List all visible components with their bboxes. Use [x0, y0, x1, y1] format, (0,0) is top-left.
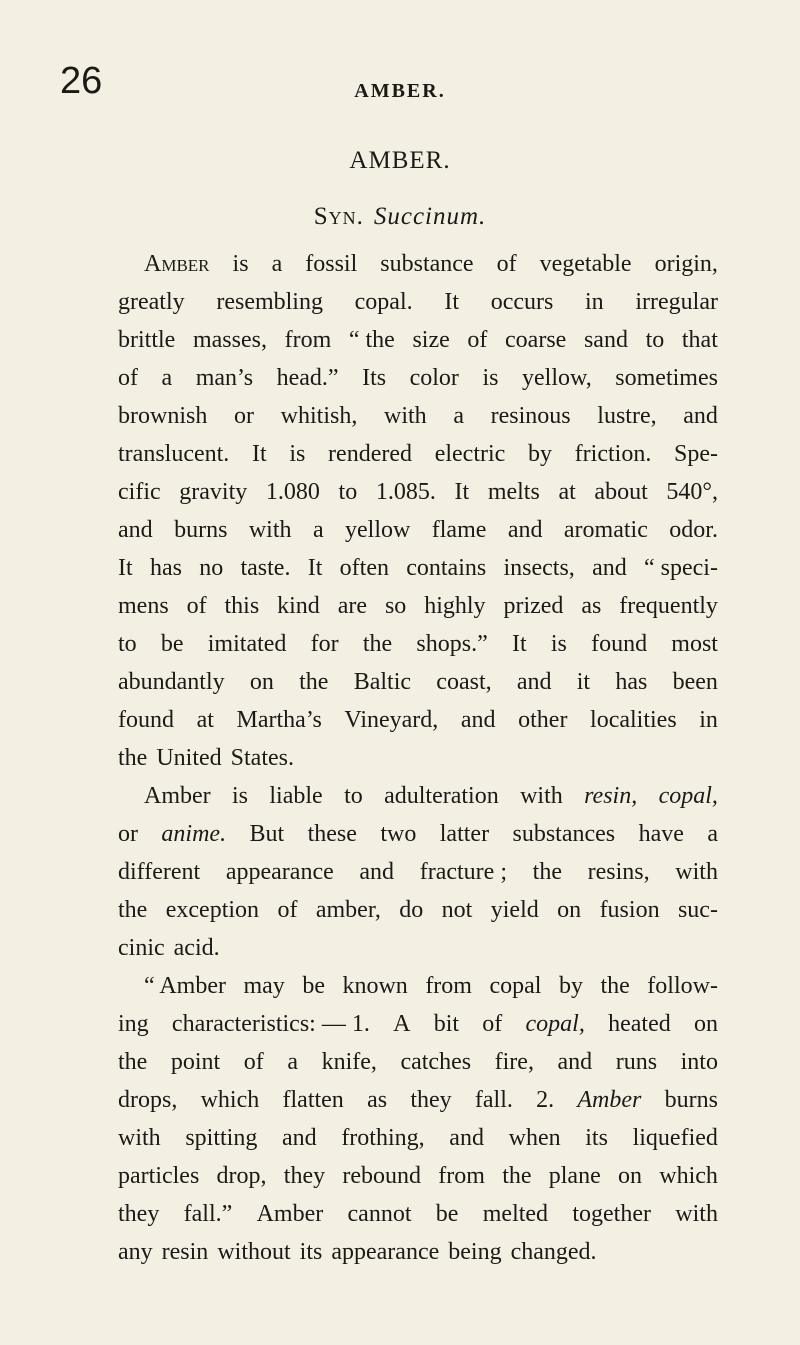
word: with: [384, 403, 427, 429]
word: Amber: [144, 783, 211, 809]
word: with: [675, 859, 718, 885]
word: aromatic: [563, 517, 648, 543]
word: on: [693, 1011, 718, 1037]
page-number: 26: [60, 60, 103, 102]
word: acid.: [173, 935, 220, 961]
running-head: AMBER.: [354, 80, 446, 102]
word: 1.080: [265, 479, 320, 505]
word: known: [342, 973, 408, 999]
word: and: [516, 669, 552, 695]
text-line: [118, 435, 718, 473]
word: on: [557, 897, 582, 923]
word: occurs: [490, 289, 554, 315]
word: runs: [615, 1049, 658, 1075]
text-line: [118, 1081, 718, 1119]
word: to: [344, 783, 363, 809]
word: ing: [118, 1011, 149, 1037]
word: the: [118, 897, 148, 923]
word: is: [482, 365, 499, 391]
word: be: [302, 973, 325, 999]
word: man’s: [195, 365, 254, 391]
word: A: [393, 1011, 411, 1037]
word: Amber: [577, 1087, 642, 1113]
word: shops.”: [416, 631, 488, 657]
word: from: [438, 1163, 485, 1189]
text-line: [118, 663, 718, 701]
word: rebound: [342, 1163, 422, 1189]
word: its: [299, 1239, 323, 1265]
word: been: [672, 669, 718, 695]
word: has: [615, 669, 648, 695]
word: and: [359, 859, 395, 885]
word: bit: [433, 1011, 460, 1037]
word: of: [467, 327, 488, 353]
word: 1.085.: [375, 479, 436, 505]
word: greatly: [118, 289, 185, 315]
word: prized: [503, 593, 564, 619]
word: and: [460, 707, 496, 733]
word: Baltic: [353, 669, 412, 695]
word: with: [118, 1125, 161, 1151]
text-line: [118, 1157, 718, 1195]
word: Its: [362, 365, 387, 391]
word: often: [339, 555, 389, 581]
word: electric: [434, 441, 506, 467]
word: imitated: [207, 631, 287, 657]
article-title: AMBER.: [349, 147, 451, 174]
word: of: [118, 365, 138, 391]
word: It: [251, 441, 267, 467]
word: do: [399, 897, 424, 923]
word: any: [118, 1239, 153, 1265]
word: on: [249, 669, 274, 695]
word: may: [243, 973, 285, 999]
word: catches: [400, 1049, 472, 1075]
word: insects,: [503, 555, 575, 581]
word: for: [310, 631, 339, 657]
word: fall.: [474, 1087, 513, 1113]
word: fracture ;: [419, 859, 507, 885]
word: in: [699, 707, 718, 733]
word: spitting: [185, 1125, 258, 1151]
word: of: [482, 1011, 503, 1037]
text-line: [118, 815, 718, 853]
word: copal: [489, 973, 542, 999]
text-line: [118, 1119, 718, 1157]
word: origin,: [654, 251, 718, 277]
word: coarse: [505, 327, 567, 353]
word: changed.: [510, 1239, 597, 1265]
word: copal.: [354, 289, 413, 315]
word: in: [585, 289, 604, 315]
word: fall.”: [183, 1201, 233, 1227]
word: these: [307, 821, 357, 847]
word: friction.: [574, 441, 652, 467]
word: resembling: [216, 289, 323, 315]
word: found: [118, 707, 174, 733]
word: vegetable: [539, 251, 632, 277]
text-line: [118, 625, 718, 663]
text-line: [118, 853, 718, 891]
word: latter: [439, 821, 490, 847]
word: is: [232, 783, 249, 809]
word: point: [170, 1049, 221, 1075]
word: be: [160, 631, 184, 657]
word: of: [277, 897, 298, 923]
word: is: [232, 251, 249, 277]
word: irregular: [635, 289, 718, 315]
word: adulteration: [384, 783, 499, 809]
word: States.: [230, 745, 294, 771]
word: exception: [165, 897, 260, 923]
word: that: [681, 327, 718, 353]
word: mens: [118, 593, 169, 619]
word: two: [380, 821, 417, 847]
word: characteristics: — 1.: [171, 1011, 370, 1037]
word: without: [217, 1239, 291, 1265]
word: to: [118, 631, 137, 657]
word: as: [367, 1087, 388, 1113]
word: is: [550, 631, 567, 657]
word: “ the: [348, 327, 395, 353]
word: 2.: [536, 1087, 555, 1113]
word: from: [284, 327, 332, 353]
word: cinic: [118, 935, 165, 961]
word: fusion: [599, 897, 660, 923]
word: suc-: [677, 897, 718, 923]
word: by: [527, 441, 552, 467]
word: melted: [482, 1201, 549, 1227]
word: amber,: [315, 897, 381, 923]
word: follow-: [647, 973, 718, 999]
word: a: [161, 365, 173, 391]
word: is: [289, 441, 306, 467]
word: which: [659, 1163, 718, 1189]
word: by: [558, 973, 583, 999]
word: abundantly: [118, 669, 225, 695]
word: particles: [118, 1163, 200, 1189]
text-line: [118, 891, 718, 929]
word: cific: [118, 479, 161, 505]
word: so: [384, 593, 407, 619]
word: appearance: [331, 1239, 440, 1265]
word: found: [591, 631, 648, 657]
word: at: [196, 707, 214, 733]
word: has: [149, 555, 182, 581]
word: the: [502, 1163, 532, 1189]
word: to: [338, 479, 358, 505]
word: anime.: [161, 821, 227, 847]
word: from: [425, 973, 472, 999]
word: rendered: [328, 441, 412, 467]
word: a: [287, 1049, 299, 1075]
text-line: [118, 929, 718, 967]
word: masses,: [192, 327, 267, 353]
synonym-line: [0, 203, 800, 231]
word: fossil: [305, 251, 358, 277]
word: plane: [548, 1163, 601, 1189]
word: burns: [174, 517, 228, 543]
word: Amber: [256, 1201, 324, 1227]
word: 540°,: [666, 479, 718, 505]
word: yellow: [345, 517, 411, 543]
word: be: [435, 1201, 459, 1227]
word: have: [638, 821, 684, 847]
word: It: [307, 555, 323, 581]
text-line: [118, 587, 718, 625]
word: odor.: [669, 517, 718, 543]
word: other: [518, 707, 568, 733]
text-line: [118, 701, 718, 739]
word: localities: [590, 707, 677, 733]
word: resin: [161, 1239, 209, 1265]
word: and: [592, 555, 627, 581]
text-line: [118, 321, 718, 359]
text-line: [118, 397, 718, 435]
word: cannot: [347, 1201, 412, 1227]
word: and: [118, 517, 153, 543]
text-line: [118, 739, 718, 777]
word: highly: [424, 593, 486, 619]
word: resinous: [490, 403, 571, 429]
word: of: [496, 251, 517, 277]
word: United: [156, 745, 222, 771]
word: It: [511, 631, 527, 657]
word: to: [645, 327, 665, 353]
word: substance: [380, 251, 474, 277]
word: a: [312, 517, 324, 543]
word: this: [224, 593, 260, 619]
text-line: [118, 1195, 718, 1233]
word: frothing,: [341, 1125, 425, 1151]
word: a: [707, 821, 718, 847]
word: knife,: [321, 1049, 377, 1075]
text-line: [118, 1005, 718, 1043]
word: or: [118, 821, 138, 847]
word: of: [243, 1049, 264, 1075]
word: and: [282, 1125, 317, 1151]
word: It: [454, 479, 470, 505]
word: appearance: [225, 859, 334, 885]
word: about: [594, 479, 648, 505]
word: a: [453, 403, 464, 429]
word: flame: [431, 517, 487, 543]
word: when: [508, 1125, 561, 1151]
word: together: [572, 1201, 651, 1227]
word: sand: [583, 327, 628, 353]
word: head.”: [276, 365, 339, 391]
word: which: [200, 1087, 260, 1113]
word: of: [186, 593, 207, 619]
word: coast,: [436, 669, 492, 695]
word: Spe-: [674, 441, 718, 467]
word: they: [283, 1163, 326, 1189]
word: on: [618, 1163, 642, 1189]
word: resins,: [587, 859, 650, 885]
word: It: [444, 289, 459, 315]
word: yield: [490, 897, 539, 923]
word: with: [248, 517, 292, 543]
word: drop,: [216, 1163, 267, 1189]
word: are: [337, 593, 368, 619]
word: But: [249, 821, 285, 847]
word: the: [299, 669, 329, 695]
word: and: [449, 1125, 484, 1151]
word: a: [271, 251, 283, 277]
body-text: [118, 245, 718, 1271]
word: brittle: [118, 327, 176, 353]
word: melts: [487, 479, 540, 505]
word: gravity: [179, 479, 248, 505]
text-line: [118, 283, 718, 321]
word: kind: [277, 593, 320, 619]
word: its: [585, 1125, 608, 1151]
word: Amber: [144, 251, 210, 277]
word: with: [520, 783, 563, 809]
word: copal,: [525, 1011, 585, 1037]
word: the: [532, 859, 562, 885]
text-line: [118, 777, 718, 815]
word: as: [581, 593, 602, 619]
text-line: [118, 245, 718, 283]
word: at: [558, 479, 576, 505]
word: substances: [512, 821, 616, 847]
word: it: [576, 669, 591, 695]
word: liquefied: [632, 1125, 718, 1151]
word: resin,: [584, 783, 638, 809]
word: being: [448, 1239, 502, 1265]
word: the: [118, 745, 148, 771]
word: copal,: [658, 783, 718, 809]
text-line: [118, 1043, 718, 1081]
word: heated: [608, 1011, 671, 1037]
word: they: [410, 1087, 452, 1113]
word: into: [680, 1049, 718, 1075]
word: Martha’s: [236, 707, 322, 733]
word: with: [675, 1201, 718, 1227]
word: most: [671, 631, 718, 657]
text-line: [118, 549, 718, 587]
text-line: [118, 511, 718, 549]
word: different: [118, 859, 201, 885]
word: whitish,: [280, 403, 358, 429]
word: taste.: [240, 555, 291, 581]
text-line: [118, 967, 718, 1005]
word: brownish: [118, 403, 208, 429]
word: It: [118, 555, 133, 581]
word: translucent.: [118, 441, 230, 467]
synonym-label: Syn.: [313, 203, 364, 230]
word: not: [441, 897, 473, 923]
word: size: [412, 327, 450, 353]
word: “ Amber: [144, 973, 226, 999]
word: frequently: [619, 593, 718, 619]
word: and: [683, 403, 718, 429]
text-line: [118, 1233, 718, 1271]
word: the: [118, 1049, 148, 1075]
word: and: [557, 1049, 593, 1075]
word: drops,: [118, 1087, 178, 1113]
word: or: [234, 403, 254, 429]
word: burns: [664, 1087, 718, 1113]
word: no: [199, 555, 224, 581]
word: “ speci-: [644, 555, 718, 581]
synonym-latin: Succinum.: [373, 203, 487, 230]
word: lustre,: [597, 403, 657, 429]
word: the: [600, 973, 630, 999]
word: liable: [269, 783, 323, 809]
word: the: [362, 631, 393, 657]
word: Vineyard,: [344, 707, 439, 733]
word: sometimes: [615, 365, 718, 391]
word: yellow,: [522, 365, 592, 391]
word: fire,: [494, 1049, 534, 1075]
word: and: [507, 517, 543, 543]
word: contains: [406, 555, 487, 581]
text-line: [118, 473, 718, 511]
word: color: [409, 365, 459, 391]
text-line: [118, 359, 718, 397]
word: they: [118, 1201, 160, 1227]
word: flatten: [282, 1087, 344, 1113]
